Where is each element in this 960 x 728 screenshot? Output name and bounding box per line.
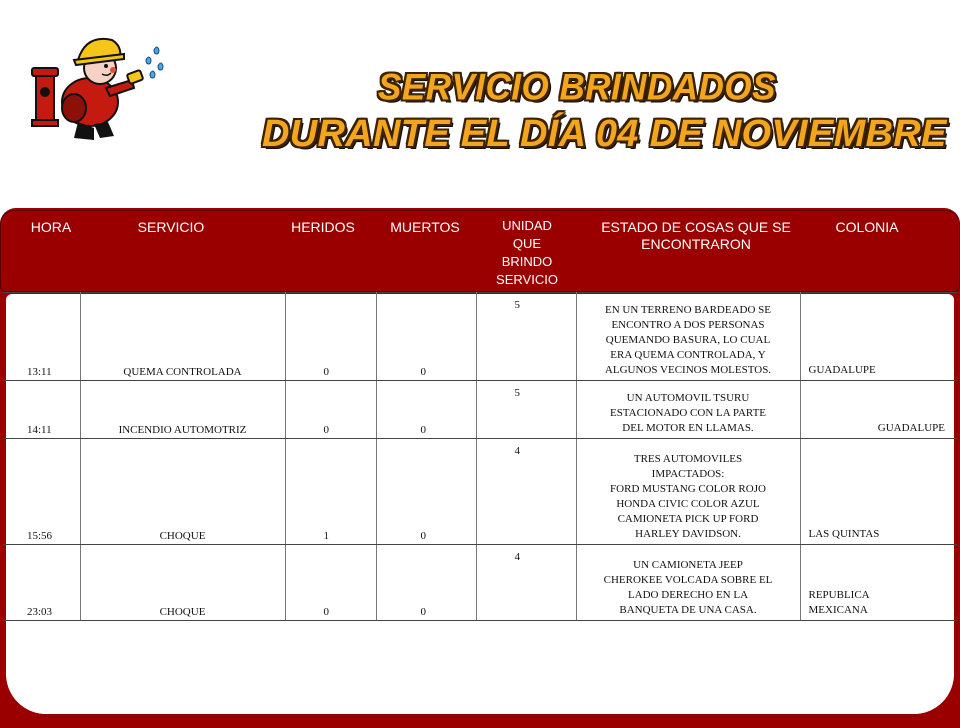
cell-muertos: 0 xyxy=(376,545,476,621)
cell-heridos: 0 xyxy=(285,381,376,439)
table-row xyxy=(3,545,957,621)
cell-colonia: GUADALUPE xyxy=(800,293,957,381)
cell-hora: 23:03 xyxy=(3,545,80,621)
cell-muertos: 0 xyxy=(376,439,476,545)
cell-hora: 14:11 xyxy=(3,381,80,439)
cell-unidad: 5 xyxy=(476,381,576,439)
cell-estado: TRES AUTOMOVILES IMPACTADOS: FORD MUSTANG COLOR ROJO HONDA CIVIC COLOR AZUL CAMIONETA PICK UP FORD HARLEY DAVIDSON. xyxy=(576,439,800,545)
header-muertos: MUERTOS xyxy=(390,219,460,235)
cell-servicio: INCENDIO AUTOMOTRIZ xyxy=(80,381,285,439)
cell-servicio: CHOQUE xyxy=(80,545,285,621)
header-servicio: SERVICIO xyxy=(137,219,205,235)
page-title: SERVICIO BRINDADOS xyxy=(378,67,776,108)
header-colonia: COLONIA xyxy=(835,219,899,235)
cell-colonia: REPUBLICA MEXICANA xyxy=(800,545,957,621)
cell-heridos: 0 xyxy=(285,545,376,621)
header-hora: HORA xyxy=(30,219,72,235)
firefighter-mascot-icon xyxy=(28,30,168,145)
cell-colonia: LAS QUINTAS xyxy=(800,439,957,545)
table-header xyxy=(0,210,960,292)
cell-estado: UN AUTOMOVIL TSURU ESTACIONADO CON LA PARTE DEL MOTOR EN LLAMAS. xyxy=(576,381,800,439)
cell-servicio: CHOQUE xyxy=(80,439,285,545)
cell-muertos: 0 xyxy=(376,381,476,439)
cell-colonia: GUADALUPE xyxy=(800,381,957,439)
cell-hora: 15:56 xyxy=(3,439,80,545)
cell-muertos: 0 xyxy=(376,293,476,381)
cell-estado: EN UN TERRENO BARDEADO SE ENCONTRO A DOS PERSONAS QUEMANDO BASURA, LO CUAL ERA QUEMA CONTROLADA, Y ALGUNOS VECINOS MOLESTOS. xyxy=(576,293,800,381)
cell-hora: 13:11 xyxy=(3,293,80,381)
header-unidad: UNIDAD QUE BRINDO SERVICIO xyxy=(496,218,558,287)
cell-estado: UN CAMIONETA JEEP CHEROKEE VOLCADA SOBRE EL LADO DERECHO EN LA BANQUETA DE UNA CASA. xyxy=(576,545,800,621)
cell-unidad: 4 xyxy=(476,439,576,545)
table-row xyxy=(3,293,957,381)
table-row xyxy=(3,439,957,545)
page-subtitle: DURANTE EL DÍA 04 DE NOVIEMBRE xyxy=(262,113,947,155)
services-table xyxy=(3,292,957,621)
cell-unidad: 5 xyxy=(476,293,576,381)
header-estado: ESTADO DE COSAS QUE SE ENCONTRARON xyxy=(601,219,791,252)
header-heridos: HERIDOS xyxy=(291,219,355,235)
table-row xyxy=(3,381,957,439)
cell-heridos: 1 xyxy=(285,439,376,545)
cell-servicio: QUEMA CONTROLADA xyxy=(80,293,285,381)
cell-heridos: 0 xyxy=(285,293,376,381)
cell-unidad: 4 xyxy=(476,545,576,621)
